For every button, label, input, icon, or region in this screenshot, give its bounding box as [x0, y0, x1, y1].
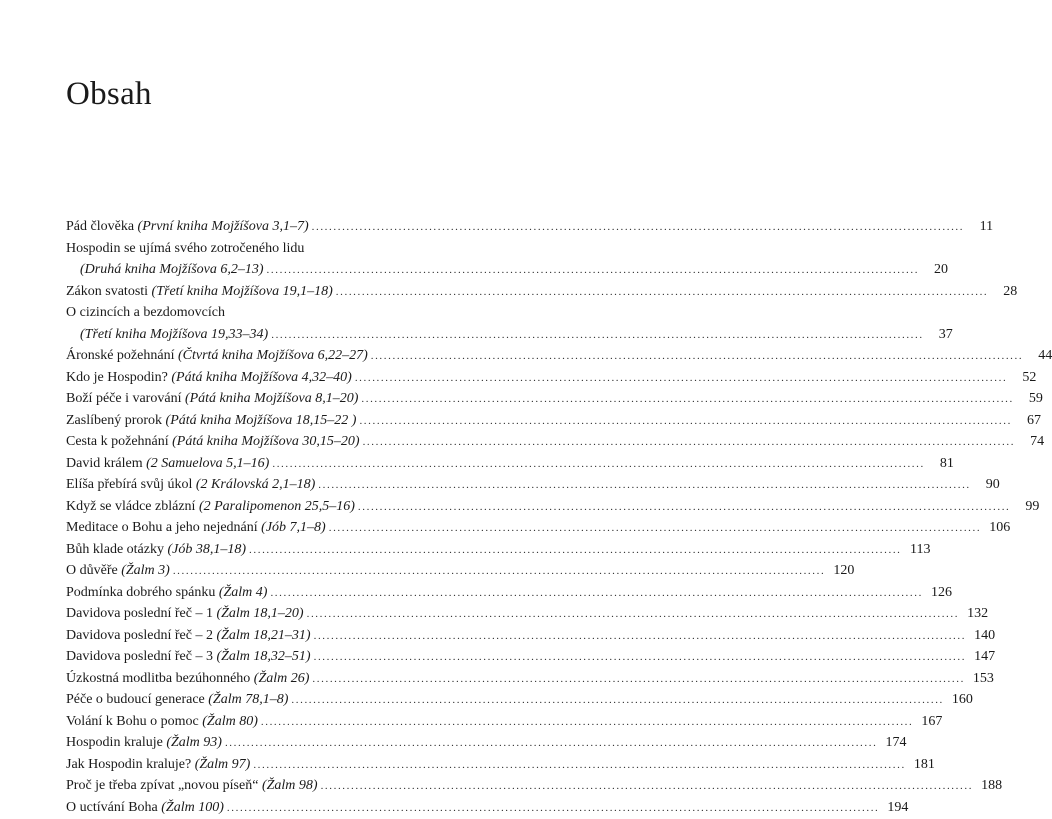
page-title: Obsah [66, 74, 152, 114]
toc-entry[interactable] [66, 302, 468, 345]
toc-entry-reference: (Žalm 18,21–31) [216, 628, 310, 643]
toc-entry-title: Proč je třeba zpívat „novou píseň“ [66, 778, 258, 793]
toc-entry-page: 126 [926, 582, 952, 604]
toc-entry[interactable] [66, 797, 468, 819]
toc-entry[interactable] [66, 496, 468, 518]
toc-entry-page: 140 [969, 625, 995, 647]
toc-entry-page: 81 [928, 453, 954, 475]
toc-entry[interactable] [66, 453, 468, 475]
dot-leader [361, 389, 1014, 411]
toc-entry-reference: (Druhá kniha Mojžíšova 6,2–13) [80, 262, 264, 277]
dot-leader [329, 518, 982, 540]
toc-entry-page: 174 [880, 732, 906, 754]
toc-entry-title: Meditace o Bohu a jeho nejednání [66, 520, 258, 535]
toc-entry[interactable] [66, 517, 468, 539]
toc-entry-title: Úzkostná modlitba bezúhonného [66, 671, 250, 686]
toc-entry-page: 74 [1018, 431, 1044, 453]
toc-entry-title: Hospodin kraluje [66, 735, 163, 750]
toc-entry-reference: (2 Paralipomenon 25,5–16) [199, 499, 355, 514]
toc-entry-reference: (Žalm 98) [262, 778, 318, 793]
dot-leader [291, 690, 944, 712]
toc-entry-title: Kdo je Hospodin? [66, 370, 168, 385]
toc-entry-title: Boží péče i varování [66, 391, 181, 406]
toc-entry-reference: (Žalm 26) [254, 671, 310, 686]
dot-leader [312, 669, 965, 691]
toc-entry-reference: (Pátá kniha Mojžíšova 30,15–20) [172, 434, 359, 449]
dot-leader [272, 454, 925, 476]
toc-entry-page: 120 [828, 560, 854, 582]
toc-entry-title: David králem [66, 456, 143, 471]
toc-entry-title: Péče o budoucí generace [66, 692, 205, 707]
toc-entry[interactable] [66, 582, 468, 604]
dot-leader [314, 647, 967, 669]
toc-entry-title: Davidova poslední řeč – 2 [66, 628, 213, 643]
toc-entry-title: O uctívání Boha [66, 800, 158, 815]
toc-entry-title: Davidova poslední řeč – 3 [66, 649, 213, 664]
toc-entry-title: Pád člověka [66, 219, 134, 234]
dot-leader [225, 733, 878, 755]
toc-entry-reference: (První kniha Mojžíšova 3,1–7) [138, 219, 309, 234]
toc-entry[interactable] [66, 388, 468, 410]
toc-entry[interactable] [66, 754, 468, 776]
toc-entry-page: 153 [968, 668, 994, 690]
toc-entry-page: 106 [984, 517, 1010, 539]
toc-entry-page: 147 [969, 646, 995, 668]
dot-leader [321, 776, 974, 798]
toc-entry-title: O důvěře [66, 563, 118, 578]
toc-entry-page: 37 [927, 324, 953, 346]
table-of-contents [66, 216, 468, 818]
toc-entry-title: Cesta k požehnání [66, 434, 169, 449]
toc-entry-title: Zákon svatosti [66, 284, 148, 299]
toc-entry[interactable] [66, 668, 468, 690]
dot-leader [359, 411, 1012, 433]
toc-entry-reference: (Žalm 80) [202, 714, 258, 729]
toc-entry-title: Když se vládce zblázní [66, 499, 195, 514]
toc-entry-reference: (Pátá kniha Mojžíšova 4,32–40) [171, 370, 351, 385]
toc-entry-reference: (Pátá kniha Mojžíšova 18,15–22 ) [166, 413, 357, 428]
toc-entry[interactable] [66, 646, 468, 668]
dot-leader [253, 755, 906, 777]
toc-entry[interactable] [66, 625, 468, 647]
toc-entry-title: Zaslíbený prorok [66, 413, 162, 428]
toc-entry-reference: (Žalm 18,1–20) [216, 606, 303, 621]
dot-leader [312, 217, 965, 239]
toc-entry-page: 59 [1017, 388, 1043, 410]
toc-entry-page: 11 [967, 216, 993, 238]
toc-entry-reference: (Žalm 93) [166, 735, 222, 750]
toc-entry-title: Davidova poslední řeč – 1 [66, 606, 213, 621]
toc-entry-title: O cizincích a bezdomovcích [66, 302, 225, 324]
toc-entry[interactable] [66, 711, 468, 733]
toc-entry-title: Elíša přebírá svůj úkol [66, 477, 192, 492]
toc-entry-page: 113 [905, 539, 931, 561]
toc-entry-reference: (Jób 38,1–18) [167, 542, 246, 557]
dot-leader [363, 432, 1016, 454]
toc-entry[interactable] [66, 539, 468, 561]
toc-entry-reference: (Pátá kniha Mojžíšova 8,1–20) [185, 391, 358, 406]
toc-entry-reference: (2 Samuelova 5,1–16) [146, 456, 269, 471]
toc-entry-reference: (Jób 7,1–8) [261, 520, 326, 535]
toc-entry-title: Podmínka dobrého spánku [66, 585, 215, 600]
dot-leader [307, 604, 960, 626]
toc-entry-page: 132 [962, 603, 988, 625]
toc-entry-page: 90 [974, 474, 1000, 496]
dot-leader [173, 561, 826, 583]
dot-leader [271, 325, 924, 347]
toc-entry-title: Bůh klade otázky [66, 542, 164, 557]
toc-entry-page: 44 [1026, 345, 1052, 367]
toc-entry-reference: (Žalm 78,1–8) [208, 692, 288, 707]
toc-entry[interactable] [66, 560, 468, 582]
toc-entry-page: 194 [882, 797, 908, 819]
toc-entry-page: 188 [976, 775, 1002, 797]
toc-entry-reference: (Žalm 4) [219, 585, 268, 600]
toc-entry-reference: (Třetí kniha Mojžíšova 19,1–18) [152, 284, 333, 299]
dot-leader [355, 368, 1008, 390]
toc-entry-reference: (2 Královská 2,1–18) [196, 477, 315, 492]
toc-entry[interactable] [66, 603, 468, 625]
dot-leader [314, 626, 967, 648]
toc-entry[interactable] [66, 410, 468, 432]
dot-leader [267, 260, 920, 282]
toc-entry[interactable] [66, 367, 468, 389]
dot-leader [270, 583, 923, 605]
dot-leader [371, 346, 1024, 368]
toc-entry[interactable] [66, 431, 468, 453]
toc-entry-reference: (Žalm 18,32–51) [216, 649, 310, 664]
toc-entry[interactable] [66, 216, 468, 238]
toc-entry-page: 20 [922, 259, 948, 281]
toc-entry-reference: (Žalm 97) [195, 757, 251, 772]
toc-entry-page: 99 [1013, 496, 1039, 518]
toc-entry[interactable] [66, 345, 468, 367]
dot-leader [249, 540, 902, 562]
toc-entry-title: Volání k Bohu o pomoc [66, 714, 199, 729]
toc-entry[interactable] [66, 281, 468, 303]
toc-entry[interactable] [66, 775, 468, 797]
dot-leader [261, 712, 914, 734]
toc-entry[interactable] [66, 474, 468, 496]
toc-entry-page: 28 [991, 281, 1017, 303]
toc-entry-page: 67 [1015, 410, 1041, 432]
toc-entry-page: 52 [1010, 367, 1036, 389]
toc-entry-reference: (Žalm 3) [121, 563, 170, 578]
toc-entry-title: Áronské požehnání [66, 348, 174, 363]
toc-entry-reference: (Čtvrtá kniha Mojžíšova 6,22–27) [178, 348, 368, 363]
toc-entry-title: Jak Hospodin kraluje? [66, 757, 191, 772]
toc-entry-page: 167 [916, 711, 942, 733]
toc-entry-page: 181 [909, 754, 935, 776]
toc-entry-reference: (Žalm 100) [161, 800, 224, 815]
dot-leader [336, 282, 989, 304]
dot-leader [227, 798, 880, 819]
dot-leader [318, 475, 971, 497]
dot-leader [358, 497, 1011, 519]
toc-entry[interactable] [66, 689, 468, 711]
toc-entry-reference: (Třetí kniha Mojžíšova 19,33–34) [80, 327, 268, 342]
toc-entry[interactable] [66, 238, 468, 281]
toc-entry[interactable] [66, 732, 468, 754]
toc-entry-page: 160 [947, 689, 973, 711]
toc-entry-title: Hospodin se ujímá svého zotročeného lidu [66, 238, 304, 260]
